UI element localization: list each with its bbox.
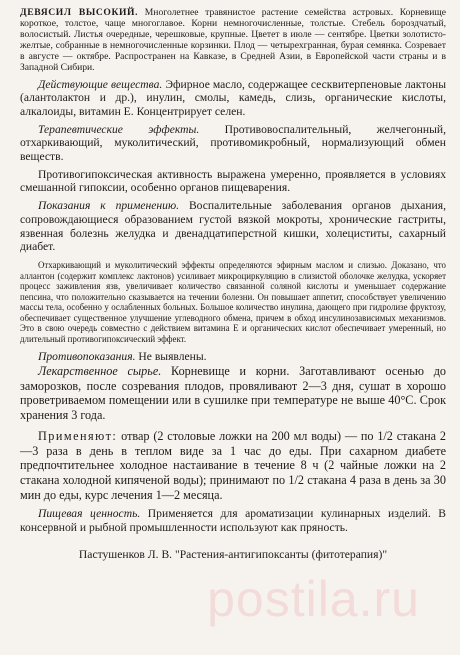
description-text: Многолетнее травянистое растение семейства астровых. Корневище короткое, толстое, чаще многоглавое. Корни немногочисленные, толстые. Стебель бороздчатый, волосистый. Листья очередные, черешковые, крупные. Цветет в июле — сентябре. Цветки золотисто-желтые, собранные в немногочисленные корзинки. Плод — четырехгранная, бурая семянка. Созревает в августе — октябре. Распространен на Кавказе, в Средней Азии, в Европейской части страны и в Западной Сибири.: [20, 7, 446, 74]
contraindications-heading: Противопоказания.: [38, 350, 136, 363]
usage-heading: Применяют:: [38, 428, 118, 443]
therapeutic-effects-heading: Терапевтические эффекты.: [38, 122, 200, 136]
section-raw-material: [20, 364, 446, 423]
section-therapeutic-effects: [20, 123, 446, 164]
active-substances-text: Эфирное масло, содержащее сесквитерпеновые лактоны (алантолактон и др.), инулин, смолы, камедь, слизь, органические кислоты, алкалоиды, витамин Е. Концентрирует селен.: [20, 77, 446, 118]
section-usage: [20, 429, 446, 503]
article-title: ДЕВЯСИЛ ВЫСОКИЙ.: [20, 7, 139, 18]
plant-description: [20, 7, 446, 74]
usage-text: отвар (2 столовые ложки на 200 мл воды) — по 1/2 стакана 2—3 раза в день в теплом виде за 1 час до еды. При сахарном диабете предпочтительнее холодное настаивание в течение 8 ч (2 чайные ложки на 2 стакана холодной кипяченой воды); принимают по 1/2 стакана 4 раза в день за 30 мин до еды, курс лечения 1—2 месяца.: [20, 428, 446, 503]
section-indications: [20, 199, 446, 254]
source-credit: Пастушенков Л. В. "Растения-антигипоксанты (фитотерапия)": [78, 548, 388, 562]
food-value-text: Применяется для ароматизации кулинарных изделий. В консервной и рыбной промышленности используют как пряность.: [20, 506, 446, 534]
section-antihypoxic: Противогипоксическая активность выражена умеренно, проявляется в условиях смешанной гипоксии, особенно органов пищеварения.: [20, 167, 446, 195]
section-food-value: [20, 507, 446, 534]
raw-material-text: Корневище и корни. Заготавливают осенью до заморозков, после созревания плодов, провяливают 2—3 дня, сушат в хорошо проветриваемом помещении или в сушилке при температуре не выше 40°С. Срок хранения 3 года.: [20, 363, 446, 423]
therapeutic-effects-text: Противовоспалительный, желчегонный, отхаркивающий, муколитический, противомикробный, нормализующий обмен веществ.: [20, 122, 446, 164]
watermark: postila.ru: [207, 571, 420, 627]
section-fine-print: Отхаркивающий и муколитический эффекты определяются эфирным маслом и слизью. Доказано, что аллантон (содержит комплекс лактонов) усиливает микроциркуляцию в слизистой оболочке желудка, ускоряет процесс заживления язв, увеличивает количество связанной соляной кислоты и уменьшает содержание пепсина, что положительно сказывается на течении болезни. Он повышает аппетит, способствует увеличению массы тела, особенно у ослабленных больных. Большое количество инулина, дающего при гидролизе фруктозу, обеспечивает существенное улучшение углеводного обмена, причем в обход инсулинозависимых механизмов. Это в свою очередь совместно с действием витамина Е и органических кислот обеспечивает умеренный, но длительный противогипоксический эффект.: [20, 260, 446, 344]
raw-material-heading: Лекарственное сырье.: [38, 363, 162, 378]
contraindications-text: Не выявлены.: [138, 350, 207, 363]
food-value-heading: Пищевая ценность.: [38, 506, 141, 520]
section-contraindications: [20, 350, 446, 364]
indications-text: Воспалительные заболевания органов дыхания, сопровождающиеся образованием густой вязкой мокроты, хронические гастриты, язвенная болезнь желудка и двенадцатиперстной кишки, холециститы, сахарный диабет.: [20, 199, 446, 254]
indications-heading: Показания к применению.: [38, 199, 180, 213]
section-active-substances: [20, 78, 446, 119]
active-substances-heading: Действующие вещества.: [38, 77, 163, 91]
